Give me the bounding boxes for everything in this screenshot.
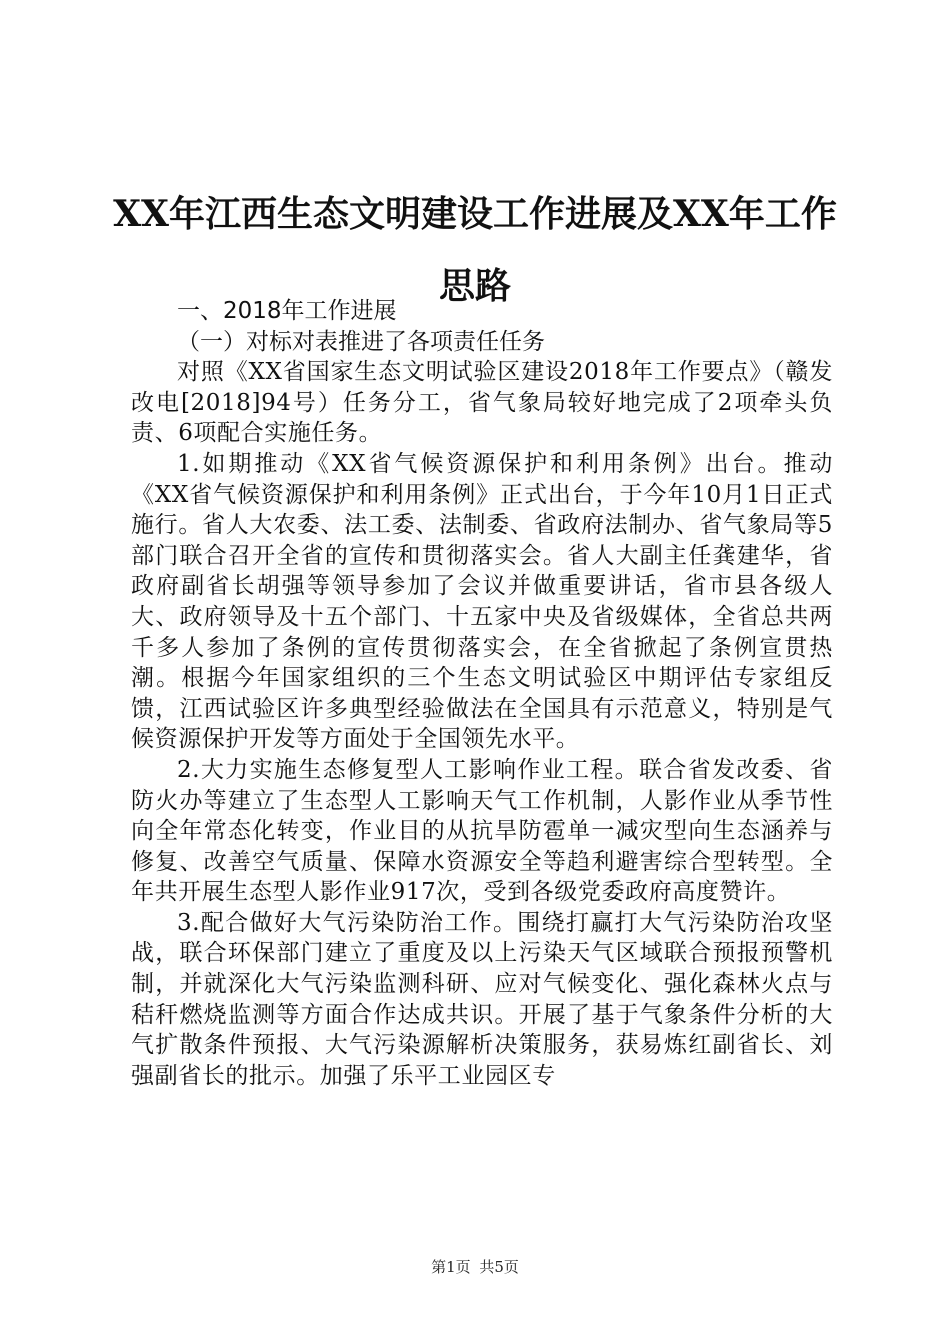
paragraph-intro: 对照《XX省国家生态文明试验区建设2018年工作要点》（赣发改电[2018]94号）任务分工，省气象局较好地完成了2项牵头负责、6项配合实施任务。 — [131, 359, 833, 447]
title-line-1: XX年江西生态文明建设工作进展及XX年工作 — [113, 193, 837, 235]
paragraph-item-2: 2.大力实施生态修复型人工影响作业工程。联合省发改委、省防火办等建立了生态型人工影响天气工作机制，人影作业从季节性向全年常态化转变，作业目的从抗旱防雹单一减灾型向生态涵养与修复、改善空气质量、保障水资源安全等趋利避害综合型转型。全年共开展生态型人影作业917次，受到各级党委政府高度赞许。 — [131, 756, 833, 906]
paragraph-item-1: 1.如期推动《XX省气候资源保护和利用条例》出台。推动《XX省气候资源保护和利用条例》正式出台，于今年10月1日正式施行。省人大农委、法工委、法制委、省政府法制办、省气象局等5部门联合召开全省的宣传和贯彻落实会。省人大副主任龚建华，省政府副省长胡强等领导参加了会议并做重要讲话，省市县各级人大、政府领导及十五个部门、十五家中央及省级媒体，全省总共两千多人参加了条例的宣传贯彻落实会，在全省掀起了条例宣贯热潮。根据今年国家组织的三个生态文明试验区中期评估专家组反馈，江西试验区许多典型经验做法在全国具有示范意义，特别是气候资源保护开发等方面处于全国领先水平。 — [131, 450, 833, 753]
page-footer — [0, 1256, 950, 1277]
title-line-2: 思路 — [438, 265, 511, 307]
paragraph-item-3: 3.配合做好大气污染防治工作。围绕打赢打大气污染防治攻坚战，联合环保部门建立了重度及以上污染天气区域联合预报预警机制，并就深化大气污染监测科研、应对气候变化、强化森林火点与秸秆燃烧监测等方面合作达成共识。开展了基于气象条件分析的大气扩散条件预报、大气污染源解析决策服务，获易炼红副省长、刘强副省长的批示。加强了乐平工业园区专 — [131, 909, 833, 1089]
subsection-heading: （一）对标对表推进了各项责任任务 — [177, 328, 545, 355]
section-heading: 一、2018年工作进展 — [177, 298, 397, 324]
page-total: 共5页 — [479, 1258, 519, 1276]
page-number: 第1页 — [431, 1258, 471, 1276]
document-body — [131, 296, 833, 1091]
